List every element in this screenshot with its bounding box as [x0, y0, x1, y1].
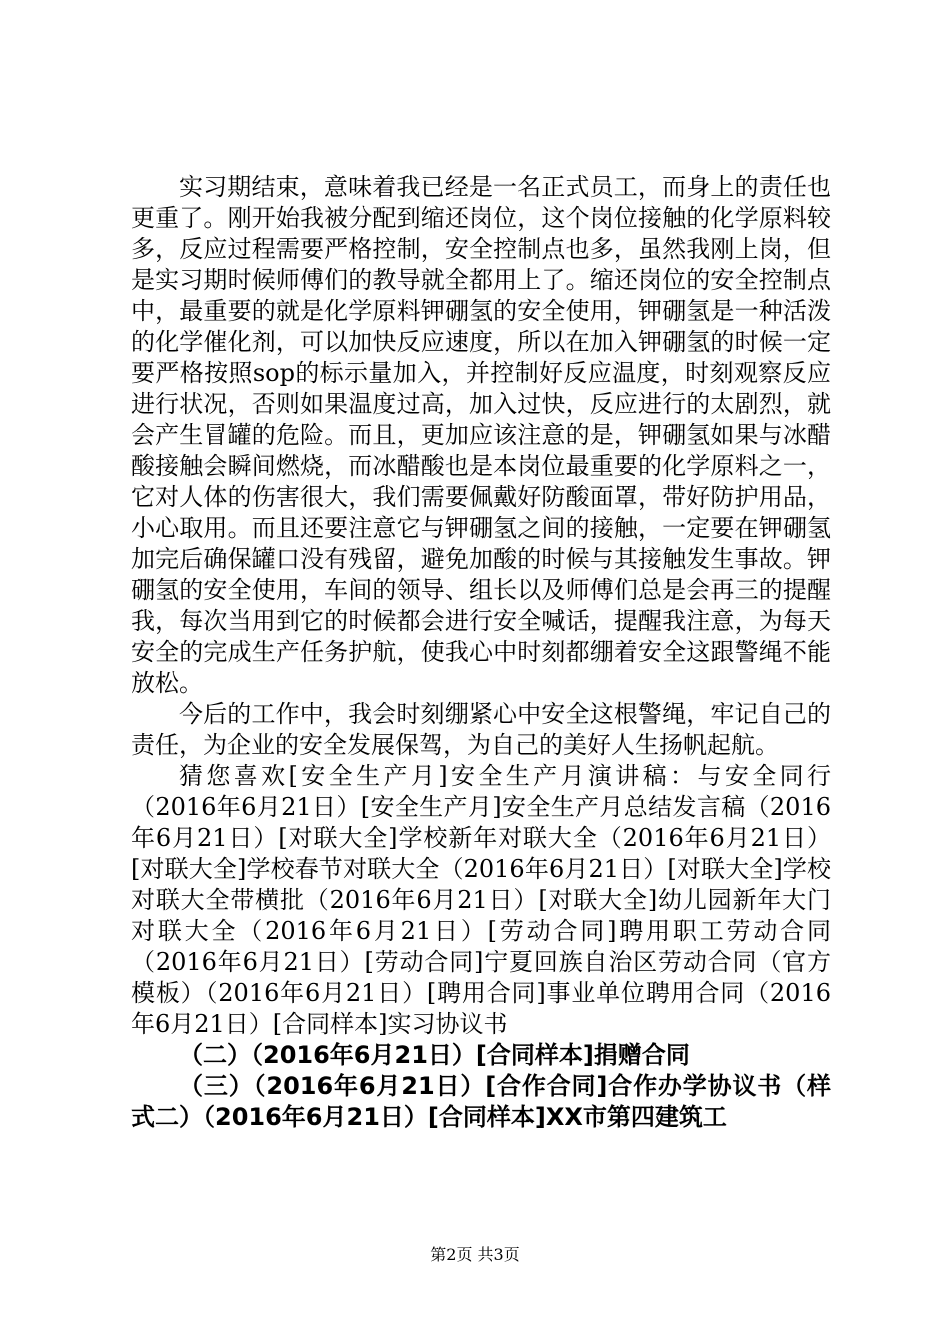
paragraph-future-work: 今后的工作中，我会时刻绷紧心中安全这根警绳，牢记自己的责任，为企业的安全发展保驾，为自己的美好人生扬帆起航。 — [131, 700, 831, 759]
paragraph-recommendations: 猜您喜欢[安全生产月]安全生产月演讲稿：与安全同行（2016年6月21日）[安全生产月]安全生产月总结发言稿（2016年6月21日）[对联大全]学校新年对联大全（2016年6月21日）[对联大全]学校春节对联大全（2016年6月21日）[对联大全]学校对联大全带横批（2016年6月21日）[对联大全]幼儿园新年大门对联大全（2016年6月21日）[劳动合同]聘用职工劳动合同（2016年6月21日）[劳动合同]宁夏回族自治区劳动合同（官方模板）（2016年6月21日）[聘用合同]事业单位聘用合同（2016年6月21日）[合同样本]实习协议书 — [131, 762, 831, 1038]
paragraph-internship-end: 实习期结束，意味着我已经是一名正式员工，而身上的责任也更重了。刚开始我被分配到缩还岗位，这个岗位接触的化学原料较多，反应过程需要严格控制，安全控制点也多，虽然我刚上岗，但是实习期时候师傅们的教导就全都用上了。缩还岗位的安全控制点中，最重要的就是化学原料钾硼氢的安全使用，钾硼氢是一种活泼的化学催化剂，可以加快反应速度，所以在加入钾硼氢的时候一定要严格按照sop的标示量加入，并控制好反应温度，时刻观察反应进行状况，否则如果温度过高，加入过快，反应进行的太剧烈，就会产生冒罐的危险。而且，更加应该注意的是，钾硼氢如果与冰醋酸接触会瞬间燃烧，而冰醋酸也是本岗位最重要的化学原料之一，它对人体的伤害很大，我们需要佩戴好防酸面罩，带好防护用品，小心取用。而且还要注意它与钾硼氢之间的接触，一定要在钾硼氢加完后确保罐口没有残留，避免加酸的时候与其接触发生事故。钾硼氢的安全使用，车间的领导、组长以及师傅们总是会再三的提醒我，每次当用到它的时候都会进行安全喊话，提醒我注意，为每天安全的完成生产任务护航，使我心中时刻都绷着安全这跟警绳不能放松。 — [131, 173, 831, 697]
paragraph-recommendation-bold-2: （三）（2016年6月21日）[合作合同]合作办学协议书（样式二）（2016年6月21日）[合同样本]XX市第四建筑工 — [131, 1072, 831, 1131]
page-footer: 第2页 共3页 — [430, 1245, 520, 1264]
paragraph-recommendation-bold-1: （二）（2016年6月21日）[合同样本]捐赠合同 — [179, 1041, 690, 1069]
document-body — [131, 172, 831, 1133]
